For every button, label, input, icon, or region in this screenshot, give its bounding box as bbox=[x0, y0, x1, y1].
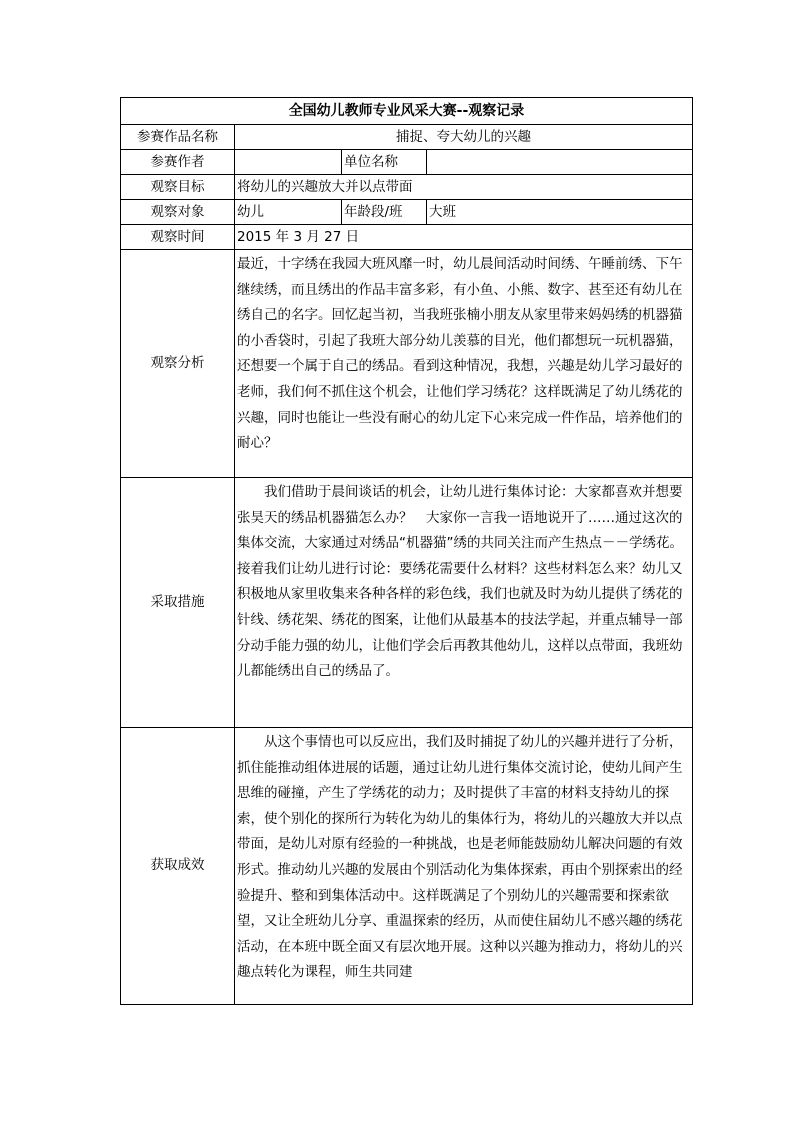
author-label: 参赛作者 bbox=[121, 150, 235, 175]
measures-label: 采取措施 bbox=[121, 478, 235, 728]
observation-record-sheet bbox=[120, 97, 692, 1005]
subject-value: 幼儿 bbox=[235, 200, 342, 225]
measures-text-cell bbox=[235, 478, 693, 728]
measures-text: 我们借助于晨间谈话的机会，让幼儿进行集体讨论：大家都喜欢并想要张昊天的绣品机器猫怎么办？ 大家你一言我一语地说开了……通过这次的集体交流，大家通过对绣品“机器猫”绣的共同关注而产生热点－－学绣花。接着我们让幼儿进行讨论：要绣花需要什么材料？这些材料怎么来？幼儿又积极地从家里收集来各种各样的彩色线，我们也就及时为幼儿提供了绣花的针线、绣花架、绣花的图案，让他们从最基本的技法学起，并重点辅导一部分动手能力强的幼儿，让他们学会后再教其他幼儿，这样以点带面，我班幼儿都能绣出自己的绣品了。 bbox=[237, 484, 683, 680]
time-row bbox=[121, 225, 693, 250]
age-value: 大班 bbox=[427, 200, 693, 225]
results-text: 从这个事情也可以反应出，我们及时捕捉了幼儿的兴趣并进行了分析，抓住能推动组体进展的话题，通过让幼儿进行集体交流讨论，使幼儿间产生思维的碰撞，产生了学绣花的动力；及时提供了丰富的材料支持幼儿的探索，使个别化的探所行为转化为幼儿的集体行为，将幼儿的兴趣放大并以点带面，是幼儿对原有经验的一种挑战，也是老师能鼓励幼儿解决问题的有效形式。推动幼儿兴趣的发展由个别活动化为集体探索，再由个别探索出的经验提升、整和到集体活动中。这样既满足了个别幼儿的兴趣需要和探索欲望，又让全班幼儿分享、重温探索的经历，从而使住届幼儿不感兴趣的绣花活动，在本班中既全面又有层次地开展。这种以兴趣为推动力，将幼儿的兴趣点转化为课程，师生共同建 bbox=[237, 734, 683, 981]
results-label: 获取成效 bbox=[121, 728, 235, 1005]
title-row bbox=[121, 98, 693, 125]
analysis-label: 观察分析 bbox=[121, 250, 235, 478]
time-label: 观察时间 bbox=[121, 225, 235, 250]
author-row bbox=[121, 150, 693, 175]
form-title: 全国幼儿教师专业风采大赛--观察记录 bbox=[121, 98, 693, 125]
analysis-text-cell bbox=[235, 250, 693, 478]
goal-label: 观察目标 bbox=[121, 175, 235, 200]
work-name-value: 捕捉、夸大幼儿的兴趣 bbox=[235, 125, 693, 150]
results-row bbox=[121, 728, 693, 1005]
subject-label: 观察对象 bbox=[121, 200, 235, 225]
time-value: 2015 年 3 月 27 日 bbox=[235, 225, 693, 250]
analysis-text: 最近，十字绣在我园大班风靡一时，幼儿晨间活动时间绣、午睡前绣、下午继续绣，而且绣出的作品丰富多彩，有小鱼、小熊、数字、甚至还有幼儿在绣自己的名字。回忆起当初，当我班张楠小朋友从家里带来妈妈绣的机器猫的小香袋时，引起了我班大部分幼儿羡慕的目光，他们都想玩一玩机器猫，还想要一个属于自己的绣品。看到这种情况，我想，兴趣是幼儿学习最好的老师，我们何不抓住这个机会，让他们学习绣花？这样既满足了幼儿绣花的兴趣，同时也能让一些没有耐心的幼儿定下心来完成一件作品，培养他们的耐心？ bbox=[237, 256, 683, 452]
work-name-row bbox=[121, 125, 693, 150]
results-text-cell bbox=[235, 728, 693, 1005]
unit-value bbox=[427, 150, 693, 175]
goal-value: 将幼儿的兴趣放大并以点带面 bbox=[235, 175, 693, 200]
unit-label: 单位名称 bbox=[342, 150, 427, 175]
measures-row bbox=[121, 478, 693, 728]
goal-row bbox=[121, 175, 693, 200]
subject-row bbox=[121, 200, 693, 225]
work-name-label: 参赛作品名称 bbox=[121, 125, 235, 150]
author-value bbox=[235, 150, 342, 175]
observation-record-table bbox=[120, 97, 693, 1005]
analysis-row bbox=[121, 250, 693, 478]
age-label: 年龄段/班 bbox=[342, 200, 427, 225]
